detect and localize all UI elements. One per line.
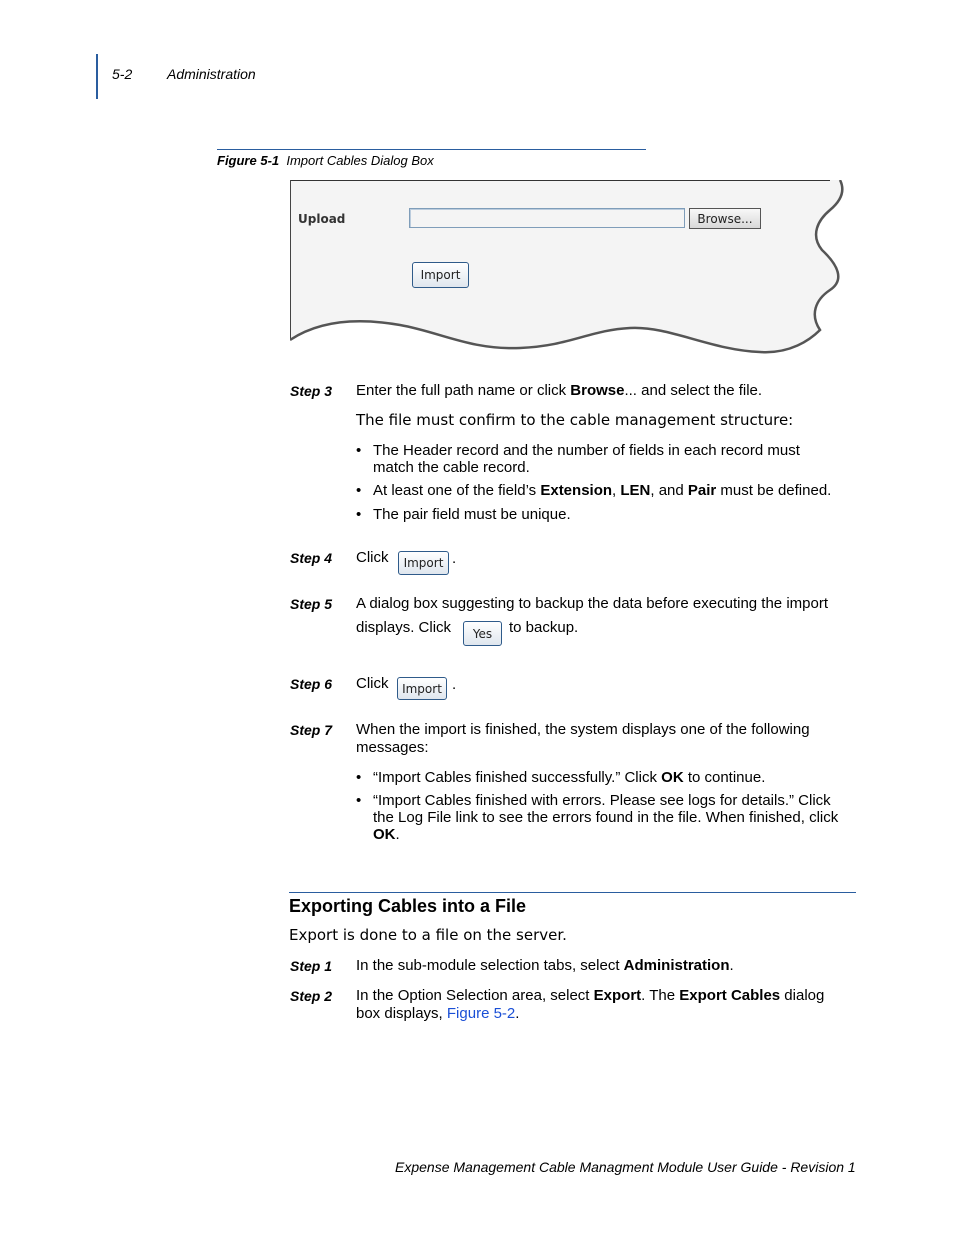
bullet-dot: •	[356, 482, 362, 499]
header-bar	[96, 54, 98, 99]
import-cables-dialog	[290, 180, 852, 356]
bullet-header-record	[356, 442, 800, 476]
bold-extension: Extension	[540, 482, 613, 499]
figure-label: Figure 5-1	[217, 153, 280, 168]
step-6-period: .	[452, 676, 457, 693]
step-7-line1: When the import is finished, the system displays one of the following	[356, 721, 810, 738]
bullet-text: .	[395, 826, 400, 843]
export-step-2-line2: box displays,	[356, 1005, 447, 1022]
export-step-2-label: Step 2	[290, 988, 333, 1004]
step-3-browse: Browse	[570, 382, 625, 399]
torn-edge-graphic	[290, 180, 852, 356]
upload-label: Upload	[298, 212, 346, 226]
export-step-2-mid: . The	[641, 987, 680, 1004]
browse-button[interactable]: Browse...	[689, 208, 761, 229]
export-step-2-post: dialog	[780, 987, 825, 1004]
step-4-period: .	[452, 550, 457, 567]
bullet-text: The Header record and the number of fields in each record must	[373, 442, 800, 459]
bold-len: LEN	[620, 482, 651, 499]
export-step-2-pre: In the Option Selection area, select	[356, 987, 594, 1004]
bullet-text: the Log File link to see the errors found in the file. When finished, click	[373, 809, 839, 826]
figure-5-2-link[interactable]: Figure 5-2	[446, 1005, 516, 1022]
step-3-text	[356, 382, 762, 400]
import-button[interactable]: Import	[412, 262, 469, 288]
bullet-text: “Import Cables finished with errors. Please see logs for details.” Click	[373, 792, 831, 809]
bullet-text: match the cable record.	[373, 459, 530, 476]
step-7-line2: messages:	[356, 739, 429, 756]
page-number: 5-2	[112, 66, 133, 82]
step-5-line2-pre: displays. Click	[356, 619, 452, 636]
export-step-1-label: Step 1	[290, 958, 333, 974]
bold-pair: Pair	[687, 482, 717, 499]
step-6-label: Step 6	[290, 676, 333, 692]
bullet-text: must be defined.	[716, 482, 832, 499]
section-rule	[289, 892, 856, 893]
export-step-2-period: .	[515, 1005, 520, 1022]
step-4-label: Step 4	[290, 550, 333, 566]
step-3-pre: Enter the full path name or click	[356, 382, 571, 399]
figure-rule	[217, 149, 646, 150]
bullet-fields-defined	[356, 482, 832, 499]
figure-caption	[217, 153, 434, 168]
bullet-dot: •	[356, 769, 362, 786]
bullet-dot: •	[356, 792, 362, 809]
page-footer: Expense Management Cable Managment Module User Guide - Revision 1	[395, 1159, 856, 1175]
bold-ok: OK	[373, 826, 396, 843]
section-intro: Export is done to a file on the server.	[289, 926, 567, 944]
section-heading: Exporting Cables into a File	[289, 896, 527, 916]
bullet-pair-unique	[356, 506, 571, 523]
step-5-yes-button[interactable]: Yes	[463, 621, 502, 646]
step-3-note: The file must confirm to the cable management structure:	[356, 411, 794, 429]
step-6-click: Click	[356, 675, 389, 692]
step-7-label: Step 7	[290, 722, 333, 738]
export-step-2-text	[356, 987, 824, 1023]
step-5-label: Step 5	[290, 596, 333, 612]
bullet-text: At least one of the field’s	[373, 482, 541, 499]
figure-title: Import Cables Dialog Box	[286, 153, 434, 168]
section-title: Administration	[167, 66, 256, 82]
bold-export-cables: Export Cables	[679, 987, 781, 1004]
export-step-1-post: .	[729, 957, 734, 974]
bullet-dot: •	[356, 442, 362, 459]
step-4-click: Click	[356, 549, 389, 566]
step-3-post: ... and select the file.	[624, 382, 763, 399]
bullet-text: The pair field must be unique.	[373, 506, 571, 523]
bullet-text: to continue.	[683, 769, 766, 786]
step-6-import-button[interactable]: Import	[397, 677, 447, 700]
step-4-import-button[interactable]: Import	[398, 551, 449, 575]
bold-export: Export	[593, 987, 642, 1004]
bold-ok: OK	[661, 769, 684, 786]
bold-administration: Administration	[623, 957, 730, 974]
bullet-import-success	[356, 769, 766, 786]
export-step-1-text	[356, 957, 734, 975]
bullet-text: ,	[612, 482, 621, 499]
bullet-dot: •	[356, 506, 362, 523]
step-3-label: Step 3	[290, 383, 333, 399]
export-step-1-pre: In the sub-module selection tabs, select	[356, 957, 624, 974]
step-5-line2-post: to backup.	[509, 619, 579, 636]
bullet-text: “Import Cables finished successfully.” Click	[373, 769, 662, 786]
bullet-text: , and	[650, 482, 688, 499]
step-5-line1: A dialog box suggesting to backup the data before executing the import	[356, 595, 828, 612]
bullet-import-errors	[356, 792, 839, 843]
